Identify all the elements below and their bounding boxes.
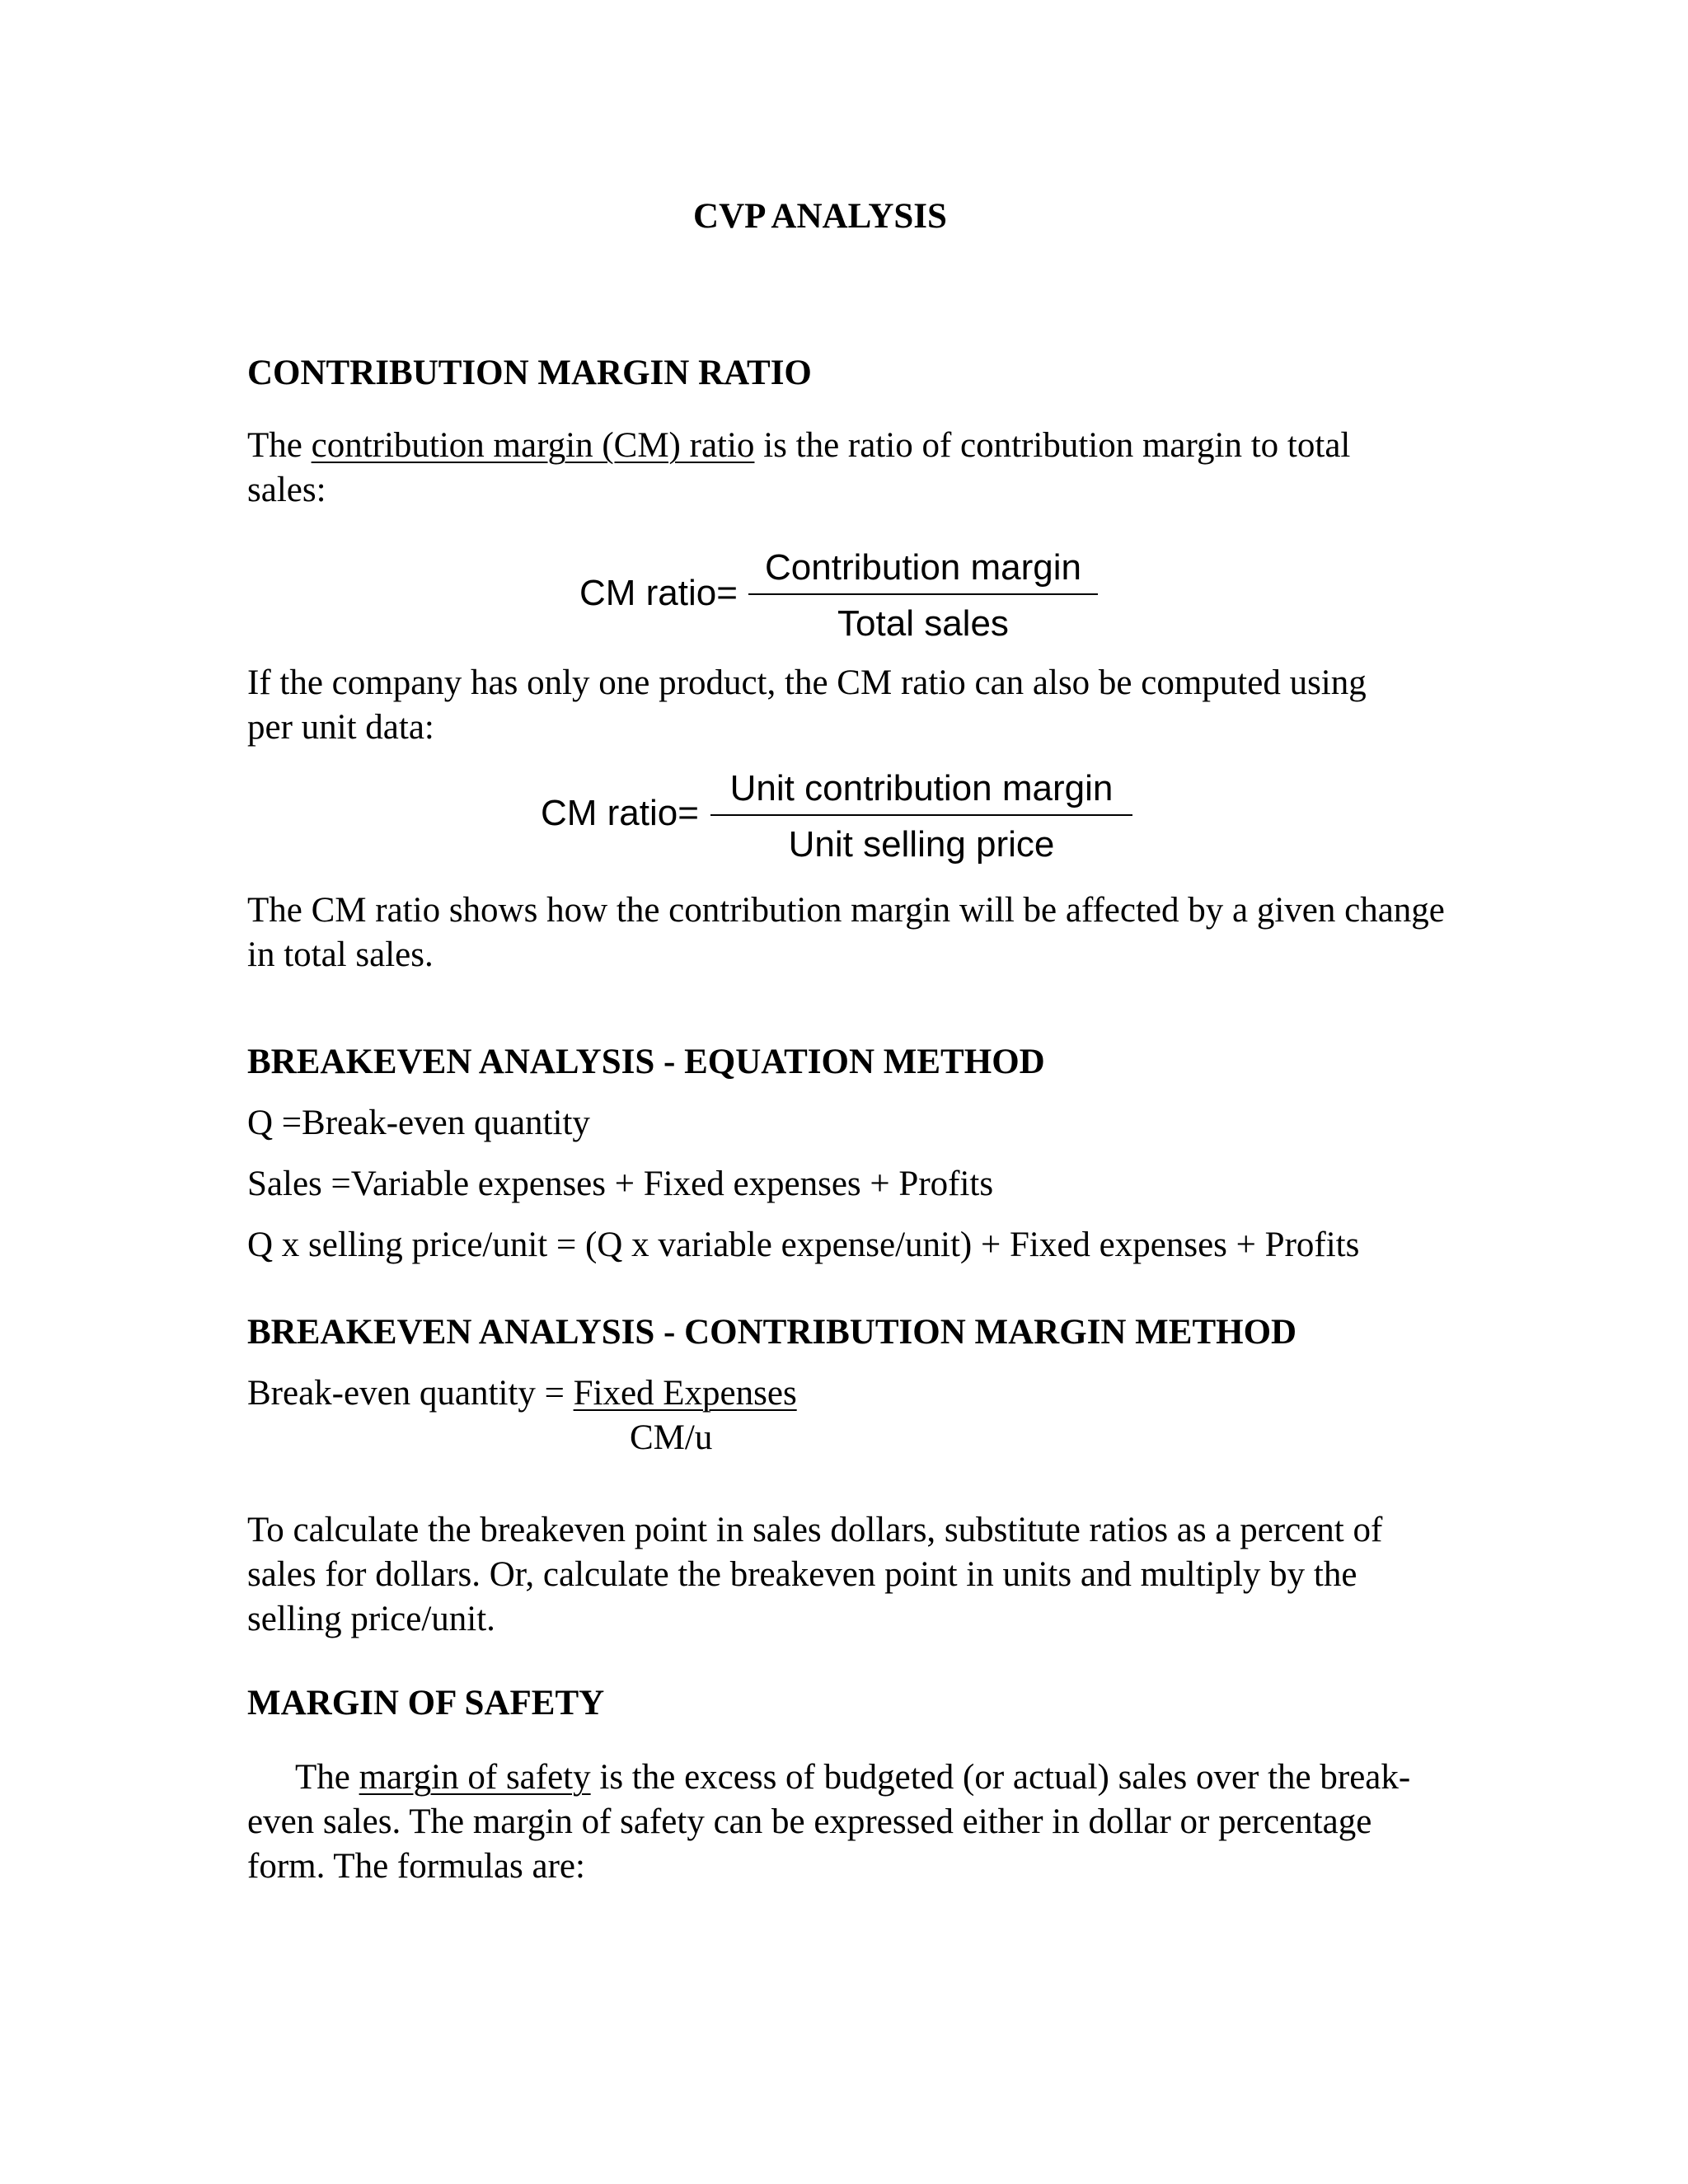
formula-numerator: Unit contribution margin [710, 768, 1132, 816]
cm-ratio-intro-before: The [247, 426, 312, 465]
section-heading-cm-ratio: CONTRIBUTION MARGIN RATIO [247, 354, 812, 392]
cm-ratio-term: contribution margin (CM) ratio [311, 426, 755, 465]
formula-lhs: CM ratio= [579, 573, 738, 613]
cm-method-formula [247, 1373, 797, 1413]
cm-method-formula-lhs: Break-even quantity = [247, 1374, 574, 1413]
cm-method-explanation: To calculate the breakeven point in sales dollars, substitute ratios as a percent of sales for dollars. Or, calculate the breakeven point in units and multiply by the selling price/unit. [247, 1511, 1383, 1638]
section-heading-cm-method: BREAKEVEN ANALYSIS - CONTRIBUTION MARGIN METHOD [247, 1313, 1297, 1352]
cm-method-formula-numerator: Fixed Expenses [573, 1374, 797, 1413]
cm-ratio-intro-after: is the ratio of contribution margin to total sales: [247, 426, 1351, 509]
cm-method-formula-denominator: CM/u [630, 1418, 713, 1457]
cm-ratio-intro-paragraph [247, 424, 1418, 513]
formula-lhs: CM ratio= [541, 793, 699, 833]
margin-of-safety-term: margin of safety [359, 1758, 591, 1797]
formula-fraction [710, 768, 1132, 865]
margin-of-safety-after: is the excess of budgeted (or actual) sales over the break-even sales. The margin of safety can be expressed either in dollar or percentage form. The formulas are: [247, 1758, 1411, 1886]
equation-line-2: Sales =Variable expenses + Fixed expenses + Profits [247, 1165, 994, 1203]
equation-line-1: Q =Break-even quantity [247, 1104, 590, 1142]
section-heading-equation-method: BREAKEVEN ANALYSIS - EQUATION METHOD [247, 1043, 1045, 1081]
formula-numerator: Contribution margin [748, 547, 1098, 595]
equation-line-3: Q x selling price/unit = (Q x variable expense/unit) + Fixed expenses + Profits [247, 1226, 1360, 1264]
margin-of-safety-paragraph [247, 1755, 1418, 1889]
margin-of-safety-before: The [295, 1758, 359, 1797]
formula-denominator: Total sales [837, 603, 1009, 644]
section-heading-margin-of-safety: MARGIN OF SAFETY [247, 1684, 605, 1722]
formula-denominator: Unit selling price [788, 824, 1055, 865]
cm-ratio-closing-paragraph: The CM ratio shows how the contribution margin will be affected by a given change in total sales. [247, 891, 1445, 974]
cm-ratio-per-unit-paragraph: If the company has only one product, the CM ratio can also be computed using per unit data: [247, 663, 1367, 747]
document-title: CVP ANALYSIS [693, 197, 947, 236]
formula-fraction [748, 547, 1098, 644]
